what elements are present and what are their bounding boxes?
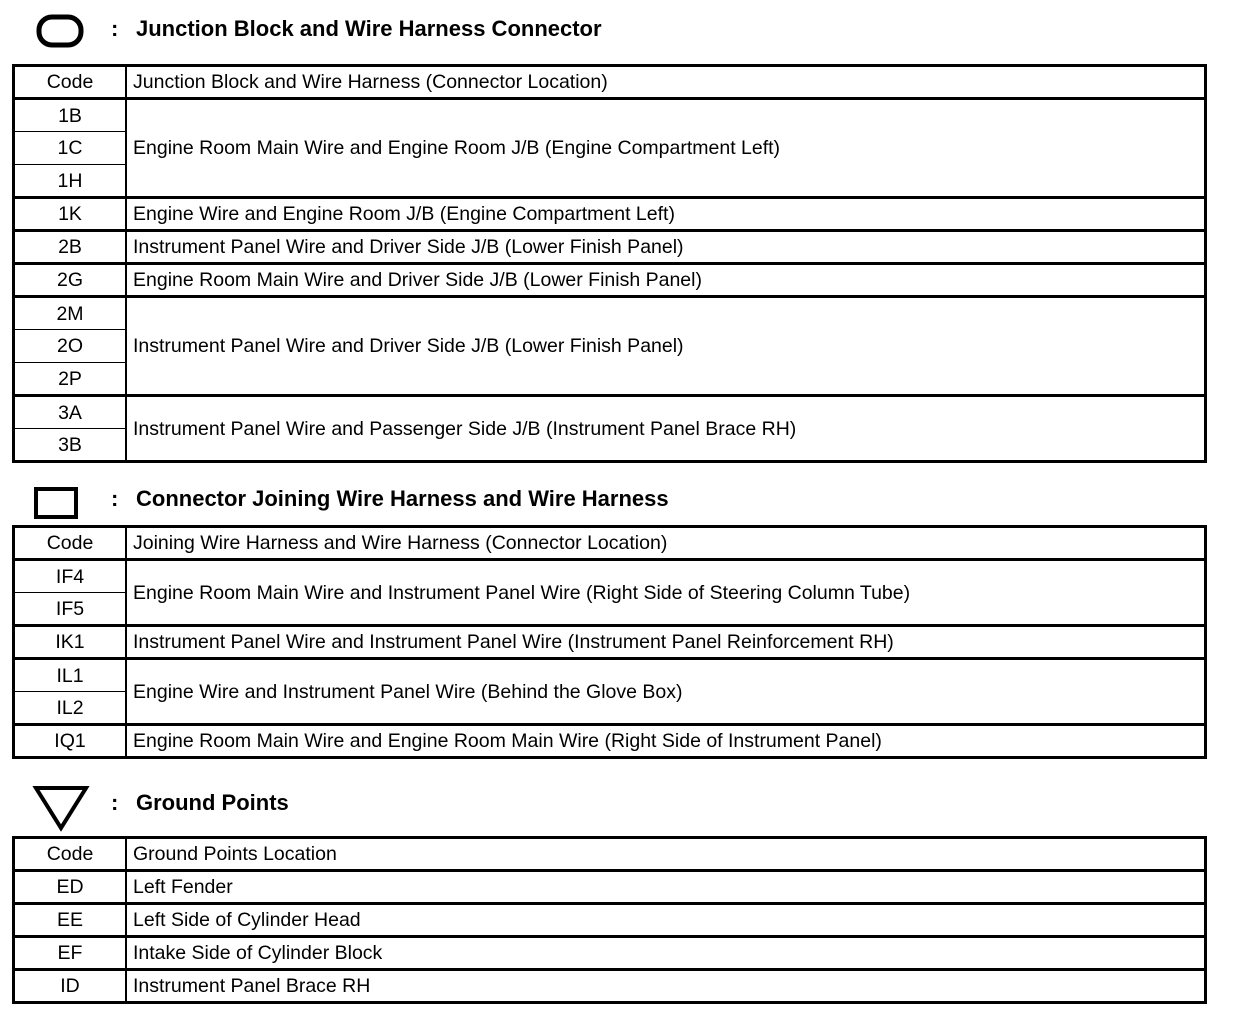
location-header: Junction Block and Wire Harness (Connector Location)	[126, 66, 1206, 99]
connector-joining-table	[12, 525, 1207, 759]
location-cell: Left Fender	[126, 871, 1206, 904]
section-title: Junction Block and Wire Harness Connector	[136, 16, 602, 41]
code-header: Code	[14, 527, 127, 560]
location-header: Ground Points Location	[126, 838, 1206, 871]
code-cell: IQ1	[14, 725, 127, 758]
code-cell: 2O	[14, 330, 127, 363]
code-cell: 1H	[14, 165, 127, 198]
location-cell: Engine Wire and Engine Room J/B (Engine Compartment Left)	[126, 198, 1206, 231]
table-row	[14, 198, 1206, 231]
section-colon: :	[111, 790, 119, 815]
code-cell: 1B	[14, 99, 127, 132]
down-triangle-icon	[32, 784, 90, 832]
location-cell: Engine Room Main Wire and Engine Room Main Wire (Right Side of Instrument Panel)	[126, 725, 1206, 758]
section-title: Connector Joining Wire Harness and Wire Harness	[136, 486, 669, 511]
code-cell: EE	[14, 904, 127, 937]
location-cell: Instrument Panel Wire and Passenger Side J/B (Instrument Panel Brace RH)	[126, 396, 1206, 462]
code-cell: 1C	[14, 132, 127, 165]
table-row	[14, 937, 1206, 970]
section-colon: :	[111, 16, 119, 41]
code-cell: IF4	[14, 560, 127, 593]
table-header-row	[14, 527, 1206, 560]
code-cell: 2B	[14, 231, 127, 264]
location-cell: Instrument Panel Wire and Instrument Panel Wire (Instrument Panel Reinforcement RH)	[126, 626, 1206, 659]
location-cell: Intake Side of Cylinder Block	[126, 937, 1206, 970]
code-cell: 2M	[14, 297, 127, 330]
code-cell: IL2	[14, 692, 127, 725]
table-row	[14, 264, 1206, 297]
location-cell: Instrument Panel Wire and Driver Side J/B (Lower Finish Panel)	[126, 231, 1206, 264]
table-row	[14, 871, 1206, 904]
table-row	[14, 396, 1206, 429]
code-cell: 1K	[14, 198, 127, 231]
code-cell: IF5	[14, 593, 127, 626]
location-cell: Instrument Panel Brace RH	[126, 970, 1206, 1003]
location-cell: Left Side of Cylinder Head	[126, 904, 1206, 937]
table-row	[14, 904, 1206, 937]
junction-block-table	[12, 64, 1207, 463]
table-row	[14, 99, 1206, 132]
ground-points-table	[12, 836, 1207, 1004]
code-cell: 3B	[14, 429, 127, 462]
section-colon: :	[111, 486, 119, 511]
table-header-row	[14, 838, 1206, 871]
code-cell: ID	[14, 970, 127, 1003]
table-row	[14, 626, 1206, 659]
location-cell: Engine Room Main Wire and Engine Room J/B (Engine Compartment Left)	[126, 99, 1206, 198]
table-row	[14, 297, 1206, 330]
table-row	[14, 560, 1206, 593]
location-cell: Engine Room Main Wire and Driver Side J/B (Lower Finish Panel)	[126, 264, 1206, 297]
location-cell: Engine Wire and Instrument Panel Wire (Behind the Glove Box)	[126, 659, 1206, 725]
code-cell: 3A	[14, 396, 127, 429]
code-header: Code	[14, 66, 127, 99]
table-header-row	[14, 66, 1206, 99]
code-cell: ED	[14, 871, 127, 904]
code-cell: 2G	[14, 264, 127, 297]
section-title: Ground Points	[136, 790, 289, 815]
code-cell: EF	[14, 937, 127, 970]
table-row	[14, 231, 1206, 264]
table-row	[14, 659, 1206, 692]
table-row	[14, 970, 1206, 1003]
code-header: Code	[14, 838, 127, 871]
location-cell: Instrument Panel Wire and Driver Side J/B (Lower Finish Panel)	[126, 297, 1206, 396]
location-cell: Engine Room Main Wire and Instrument Panel Wire (Right Side of Steering Column Tube)	[126, 560, 1206, 626]
code-cell: IL1	[14, 659, 127, 692]
code-cell: IK1	[14, 626, 127, 659]
location-header: Joining Wire Harness and Wire Harness (Connector Location)	[126, 527, 1206, 560]
table-row	[14, 725, 1206, 758]
rectangle-icon	[33, 486, 79, 520]
code-cell: 2P	[14, 363, 127, 396]
